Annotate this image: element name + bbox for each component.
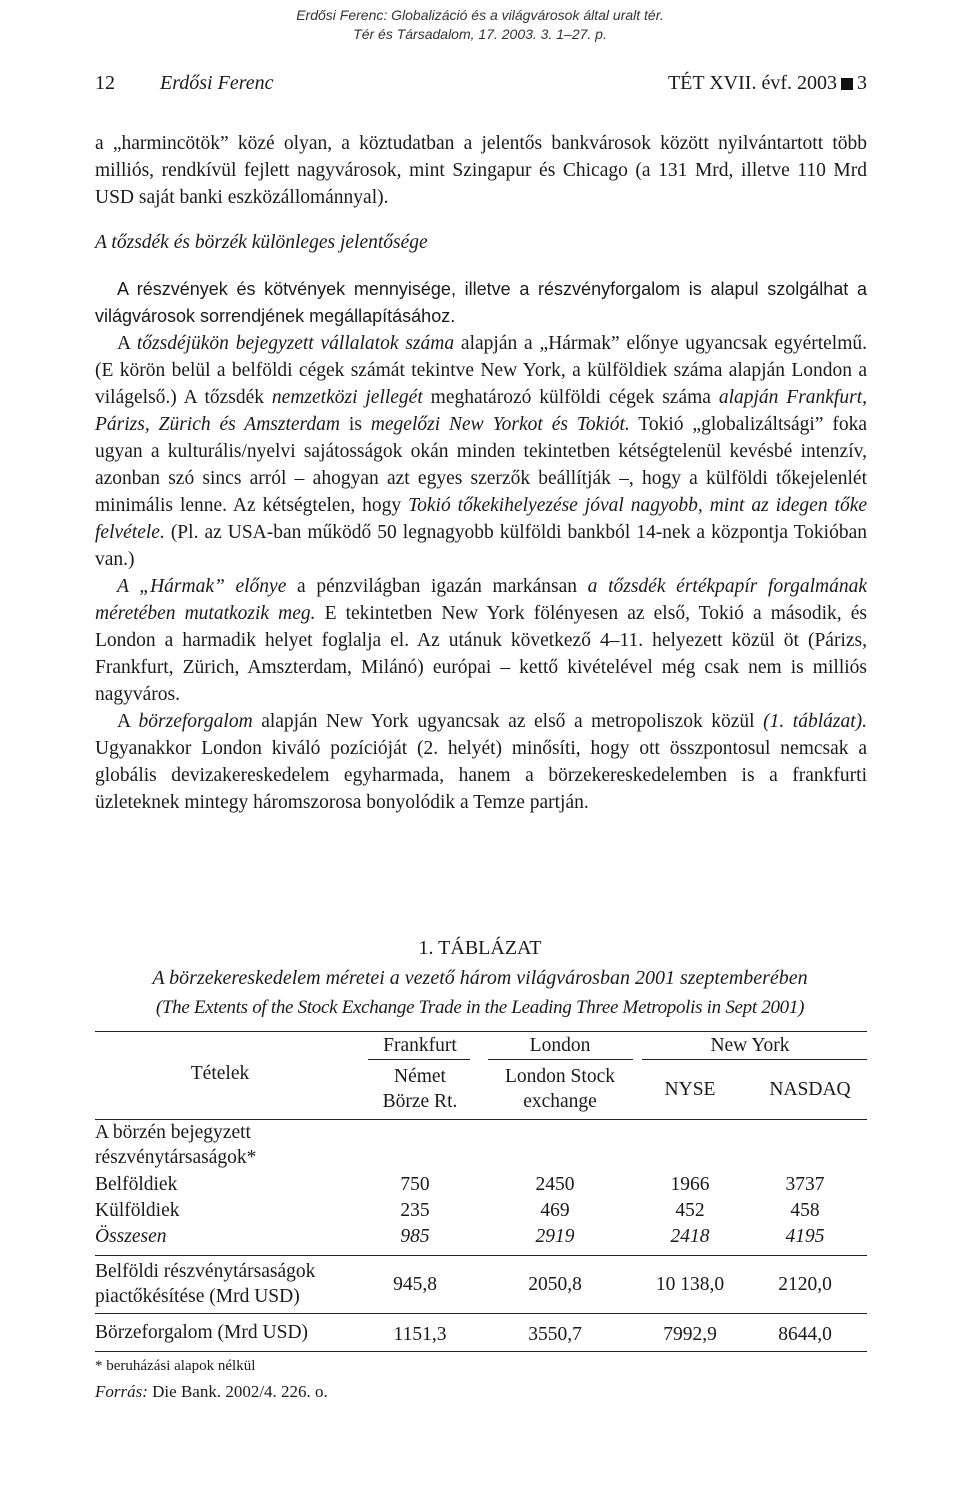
exchange-header-nasdaq: NASDAQ <box>769 1079 851 1100</box>
exchange-header-nemet <box>355 1064 485 1114</box>
table-cell: 2418 <box>670 1226 710 1247</box>
text-run: A <box>117 711 139 732</box>
table-cell: 1966 <box>670 1174 710 1195</box>
city-underline-frankfurt <box>368 1059 470 1060</box>
page-number: 12 <box>95 72 115 94</box>
table-cell: 452 <box>675 1200 705 1221</box>
exchange-line: Német <box>394 1066 446 1087</box>
row-label-belfoldiek: Belföldiek <box>95 1174 178 1195</box>
text-run-italic: Tokió tőkekihelyezése jóval nagyobb, mint az idegen tőke felvétele. <box>95 495 868 543</box>
text-run-italic: börzeforgalom <box>138 711 253 732</box>
city-header-newyork: New York <box>710 1035 790 1056</box>
table-cell: 3550,7 <box>528 1324 582 1345</box>
text-run-italic: a tőzsdék értékpapír forgalmának méretében mutatkozik meg. <box>95 576 867 624</box>
exchange-line: exchange <box>523 1091 597 1112</box>
group-label <box>95 1120 355 1170</box>
table-title-hu: A börzekereskedelem méretei a vezető három világvárosban 2001 szeptemberében <box>152 967 808 989</box>
city-header-frankfurt: Frankfurt <box>383 1035 457 1056</box>
table-source <box>95 1382 328 1402</box>
text-run: E tekintetben New York fölényesen az első, Tokió a második, és London a harmadik helyet foglalja el. Az utánuk következő 4–11. helyezett közül öt (Párizs, Frankfurt, Zürich, Amszterdam, Milánó) európai – kettő kivételével még csak nem is milliós nagyváros. <box>95 603 868 705</box>
table-cell: 945,8 <box>393 1274 437 1295</box>
citation-line-2: Tér és Társadalom, 17. 2003. 3. 1–27. p. <box>353 26 607 42</box>
text-run: alapján a „Hármak” előnye ugyancsak egyértelmű. (E körön belül a belföldi cégek számát tekintve New York, a külföldiek száma alapján London a világelső.) A tőzsdék <box>95 333 867 408</box>
table-bottom-rule <box>95 1351 867 1352</box>
table-number: 1. TÁBLÁZAT <box>418 937 542 959</box>
city-underline-newyork <box>642 1059 867 1060</box>
text-run-italic: alapján Frankfurt, Párizs, Zürich és Amszterdam <box>95 387 867 435</box>
table-cell: 2919 <box>535 1226 575 1247</box>
city-underline-london <box>488 1059 633 1060</box>
table-cell: 469 <box>540 1200 570 1221</box>
row-label-osszesen: Összesen <box>95 1226 167 1247</box>
text-run: Ugyanakkor London kiváló pozícióját (2. helyét) minősíti, hogy ott összpontosul nemcsak a globális devizakereskedelem egyharmada, hanem a börzekereskedelemben is a frankfurti üzleteknek mintegy háromszorosa bonyolódik a Temze partján. <box>95 738 867 813</box>
running-header-journal <box>668 72 867 95</box>
group-label-line: részvénytársaságok* <box>95 1147 257 1168</box>
source-label: Forrás: <box>95 1382 148 1401</box>
text-run: A <box>117 333 137 354</box>
article-body <box>95 130 867 816</box>
text-run-italic: nemzetközi jellegét <box>271 387 423 408</box>
exchange-line: London Stock <box>505 1066 615 1087</box>
citation-header <box>0 6 960 44</box>
square-bullet-icon <box>841 78 853 90</box>
text-run-italic: tőzsdéjükön bejegyzett vállalatok száma <box>136 333 455 354</box>
table-cell: 10 138,0 <box>655 1274 725 1295</box>
column-header-items: Tételek <box>190 1063 250 1084</box>
journal-label: TÉT XVII. évf. 2003 <box>667 72 837 94</box>
table-cell: 2450 <box>535 1174 575 1195</box>
table-cell: 2120,0 <box>778 1274 832 1295</box>
row-label-borzeforgalom: Börzeforgalom (Mrd USD) <box>95 1322 309 1343</box>
cap-bottom-rule <box>95 1313 867 1314</box>
table-top-rule <box>95 1031 867 1032</box>
row-label-line: piactőkésítése (Mrd USD) <box>95 1286 300 1307</box>
citation-line-1: Erdősi Ferenc: Globalizáció és a világvárosok által uralt tér. <box>296 7 664 23</box>
text-run: a pénzvilágban igazán markánsan <box>286 576 588 597</box>
table-cell: 985 <box>400 1226 430 1247</box>
paragraph-4 <box>95 573 867 708</box>
running-header <box>95 72 867 98</box>
table-cell: 235 <box>400 1200 430 1221</box>
text-run: (Pl. az USA-ban működő 50 legnagyobb külföldi bankból 14-nek a központja Tokióban van.) <box>95 522 867 570</box>
text-run: alapján New York ugyancsak az első a metropoliszok közül <box>252 711 764 732</box>
table-cell: 8644,0 <box>778 1324 832 1345</box>
table-cell: 7992,9 <box>663 1324 717 1345</box>
table-cell: 2050,8 <box>528 1274 582 1295</box>
text-run-italic: megelőzi New Yorkot és Tokiót. <box>370 414 630 435</box>
text-run-italic: A „Hármak” előnye <box>117 576 287 597</box>
table-footnote: * beruházási alapok nélkül <box>95 1358 256 1374</box>
paragraph-1: a „harmincötök” közé olyan, a köztudatban a jelentős bankvárosok között nyilvántartott több milliós, rendkívül fejlett nagyvárosok, mint Szingapur és Chicago (a 131 Mrd, illetve 110 Mrd USD saját banki eszközállománnyal). <box>95 133 867 208</box>
paragraph-3 <box>95 330 867 573</box>
group-label-line: A börzén bejegyzett <box>95 1122 251 1143</box>
exchange-header-nyse: NYSE <box>664 1079 716 1100</box>
table-cell: 750 <box>400 1174 430 1195</box>
city-header-london: London <box>529 1035 591 1056</box>
table-cell: 1151,3 <box>393 1324 447 1345</box>
text-run: meghatározó külföldi cégek száma <box>422 387 719 408</box>
row-label-piactokesites <box>95 1259 365 1309</box>
text-run: Tokió „globalizáltsági” foka ugyan a kulturális/nyelvi sajátosságok okán minden tekintetben kétségtelenül kevésbé intenzív, azonban szó sincs arról – ahogyan azt egyes szerzők beállítják –, hogy a külföldi tőkejelenlét minimális lenne. Az kétségtelen, hogy <box>95 414 867 516</box>
running-header-author: Erdősi Ferenc <box>160 72 274 94</box>
row-label-line: Belföldi részvénytársaságok <box>95 1261 316 1282</box>
table-cell: 4195 <box>785 1226 825 1247</box>
paragraph-2: A részvények és kötvények mennyisége, illetve a részvényforgalom is alapul szolgálhat a világvárosok sorrendjének megállapításához. <box>95 279 867 326</box>
section-heading: A tőzsdék és börzék különleges jelentősége <box>95 232 428 253</box>
table-cell: 3737 <box>785 1174 825 1195</box>
totals-bottom-rule <box>95 1255 867 1256</box>
text-run: is <box>340 414 371 435</box>
text-run-italic: (1. táblázat). <box>763 711 867 732</box>
row-label-kulfoldiek: Külföldiek <box>95 1200 180 1221</box>
table-cell: 458 <box>790 1200 820 1221</box>
table-title-en: (The Extents of the Stock Exchange Trade in the Leading Three Metropolis in Sept 2001) <box>155 997 805 1018</box>
paragraph-5 <box>95 708 867 816</box>
exchange-header-london <box>480 1064 640 1114</box>
source-text: Die Bank. 2002/4. 226. o. <box>152 1382 328 1401</box>
journal-issue: 3 <box>857 72 867 94</box>
exchange-line: Börze Rt. <box>382 1091 458 1112</box>
